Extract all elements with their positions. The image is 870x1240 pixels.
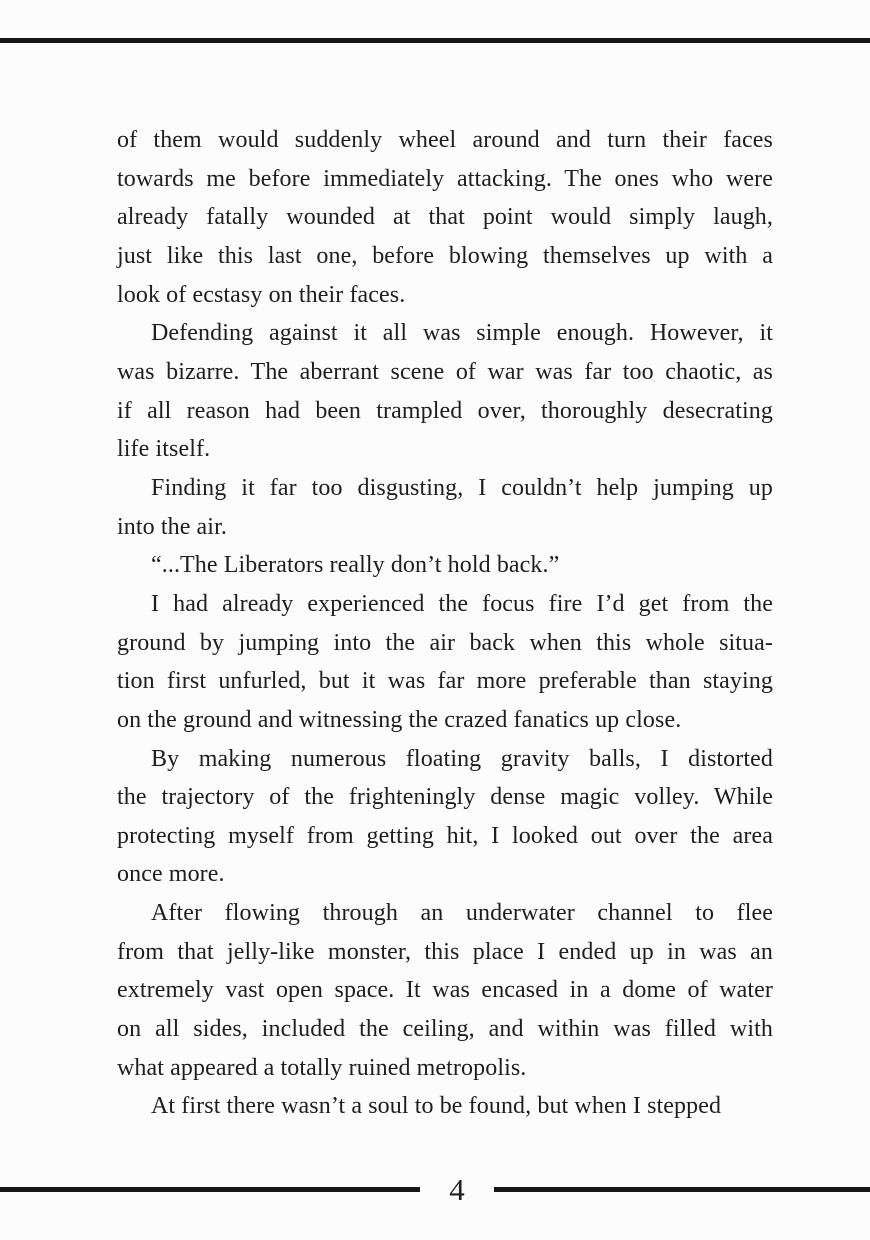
text-line: towards me before immediately attacking. The ones who were <box>117 165 773 192</box>
text-line: from that jelly-like monster, this place I ended up in was an <box>117 938 773 965</box>
text-line: extremely vast open space. It was encased in a dome of water <box>117 977 773 1004</box>
text-line: on the ground and witnessing the crazed fanatics up close. <box>117 706 682 733</box>
text-line: if all reason had been trampled over, thoroughly desecrating <box>117 397 773 424</box>
top-rule <box>0 38 870 43</box>
text-line: protecting myself from getting hit, I looked out over the area <box>117 822 773 849</box>
text-line: the trajectory of the frighteningly dense magic volley. While <box>117 784 773 811</box>
text-line: once more. <box>117 861 225 888</box>
text-line: At first there wasn’t a soul to be found, but when I stepped <box>151 1093 722 1120</box>
footer-rule-left <box>0 1187 420 1192</box>
text-line: I had already experienced the focus fire I’d get from the <box>151 590 773 617</box>
text-line: Defending against it all was simple enough. However, it <box>151 320 773 347</box>
text-line: was bizarre. The aberrant scene of war was far too chaotic, as <box>117 358 773 385</box>
text-line: of them would suddenly wheel around and turn their faces <box>117 127 773 153</box>
text-line: ground by jumping into the air back when this whole situa- <box>117 629 773 656</box>
text-line: look of ecstasy on their faces. <box>117 281 406 308</box>
text-line: on all sides, included the ceiling, and within was filled with <box>117 1016 773 1043</box>
page-number: 4 <box>449 1172 465 1207</box>
text-line: “...The Liberators really don’t hold back.” <box>151 552 560 579</box>
page-footer <box>0 1168 870 1212</box>
footer-rule-right <box>494 1187 870 1192</box>
text-line: tion first unfurled, but it was far more preferable than staying <box>117 668 773 695</box>
text-line: into the air. <box>117 513 227 540</box>
page-text <box>117 121 773 1126</box>
text-line: By making numerous floating gravity balls, I distorted <box>151 745 773 772</box>
text-line: After flowing through an underwater channel to flee <box>151 900 773 927</box>
text-line: just like this last one, before blowing themselves up with a <box>117 242 773 269</box>
text-line: already fatally wounded at that point would simply laugh, <box>117 204 773 231</box>
text-line: Finding it far too disgusting, I couldn’t help jumping up <box>151 474 773 501</box>
text-line: life itself. <box>117 436 211 463</box>
text-line: what appeared a totally ruined metropolis. <box>117 1054 527 1081</box>
